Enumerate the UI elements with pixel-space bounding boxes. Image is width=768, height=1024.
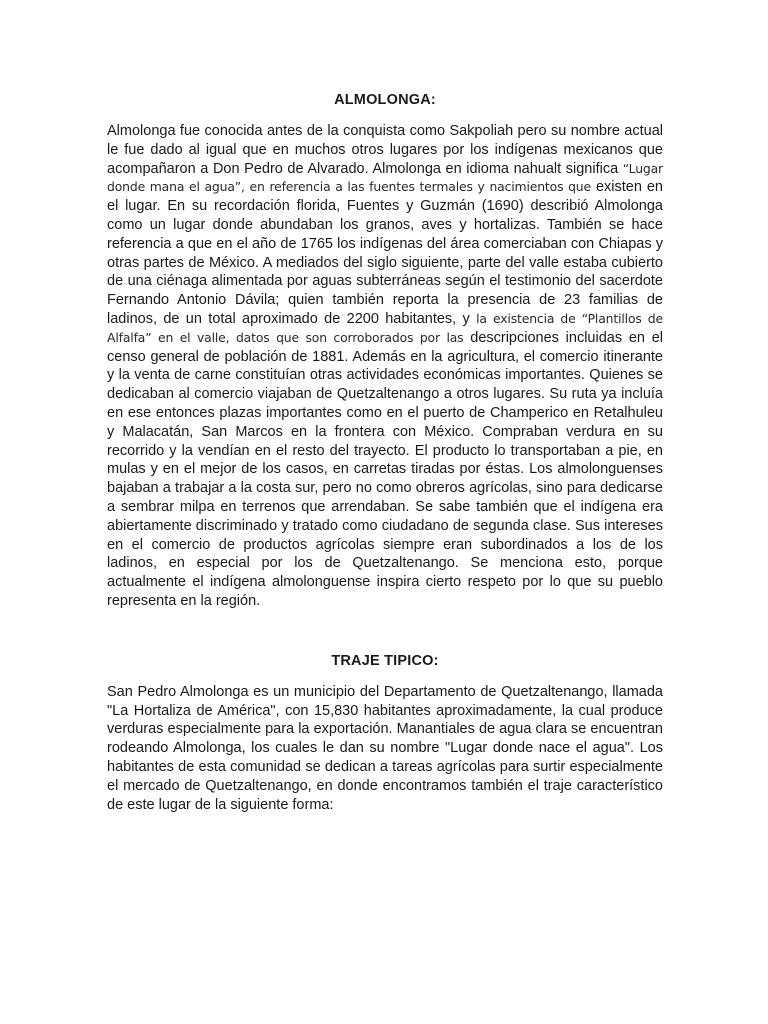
paragraph-text-alt-font: la existencia de “Plantillos de Alfalfa” en el valle, datos que son corroborados por las (107, 310, 663, 345)
paragraph-traje-tipico: San Pedro Almolonga es un municipio del Departamento de Quetzaltenango, llamada "La Hortaliza de América", con 15,830 habitantes aproximadamente, la cual produce verduras especialmente para la exportación. Manantiales de agua clara se encuentran rodeando Almolonga, los cuales le dan su nombre "Lugar donde nace el agua". Los habitantes de esta comunidad se dedican a tareas agrícolas para surtir especialmente el mercado de Quetzaltenango, en donde encontramos también el traje característico de este lugar de la siguiente forma: (107, 683, 663, 813)
paragraph-text: existen en el lugar. En su recordación florida, Fuentes y Guzmán (1690) describió Almolonga como un lugar donde abundaban los granos, aves y hortalizas. También se hace referencia a que en el año de 1765 los indígenas del área comerciaban con Chiapas y otras partes de México. A mediados del siglo siguiente, parte del valle estaba cubierto de una ciénaga alimentada por aguas subterráneas según el testimonio del sacerdote Fernando Antonio Dávila; quien también reporta la presencia de 23 familias de ladinos, de un total aproximado de 2200 habitantes, y (107, 179, 663, 327)
paragraph-text: descripciones incluidas en el censo general de población de 1881. Además en la agricultura, el comercio itinerante y la venta de carne constituían otras actividades económicas importantes. Quienes se dedicaban al comercio viajaban de Quetzaltenango a otros lugares. Su ruta ya incluía en ese entonces plazas importantes como en el puerto de Champerico en Retalhuleu y Malacatán, San Marcos en la frontera con México. Compraban verdura en su recorrido y la vendían en el resto del trayecto. El producto lo transportaban a pie, en mulas y en el mejor de los casos, en carretas tiradas por éstas. Los almolonguenses bajaban a trabajar a la costa sur, pero no como obreros agrícolas, sino para dedicarse a sembrar milpa en terrenos que arrendaban. Se sabe también que el indígena era abiertamente discriminado y tratado como ciudadano de segunda clase. Sus intereses en el comercio de productos agrícolas siempre eran subordinados a los de los ladinos, en especial por los de Quetzaltenango. Se menciona esto, porque actualmente el indígena almolonguense inspira cierto respeto por lo que su pueblo representa en la región. (107, 329, 664, 609)
paragraph-text: Almolonga fue conocida antes de la conquista como Sakpoliah pero su nombre actual le fue dado al igual que en muchos otros lugares por los indígenas mexicanos que acompañaron a Don Pedro de Alvarado. Almolonga en idioma nahualt significa (107, 123, 663, 177)
paragraph-text-alt-font: “Lugar donde mana el agua”, en referencia a las fuentes termales y nacimientos que (107, 160, 663, 195)
section-title-almolonga: ALMOLONGA: (334, 92, 436, 108)
section-title-traje-tipico: TRAJE TIPICO: (331, 652, 439, 669)
paragraph-almolonga-history (107, 122, 663, 611)
document-body (107, 90, 663, 814)
